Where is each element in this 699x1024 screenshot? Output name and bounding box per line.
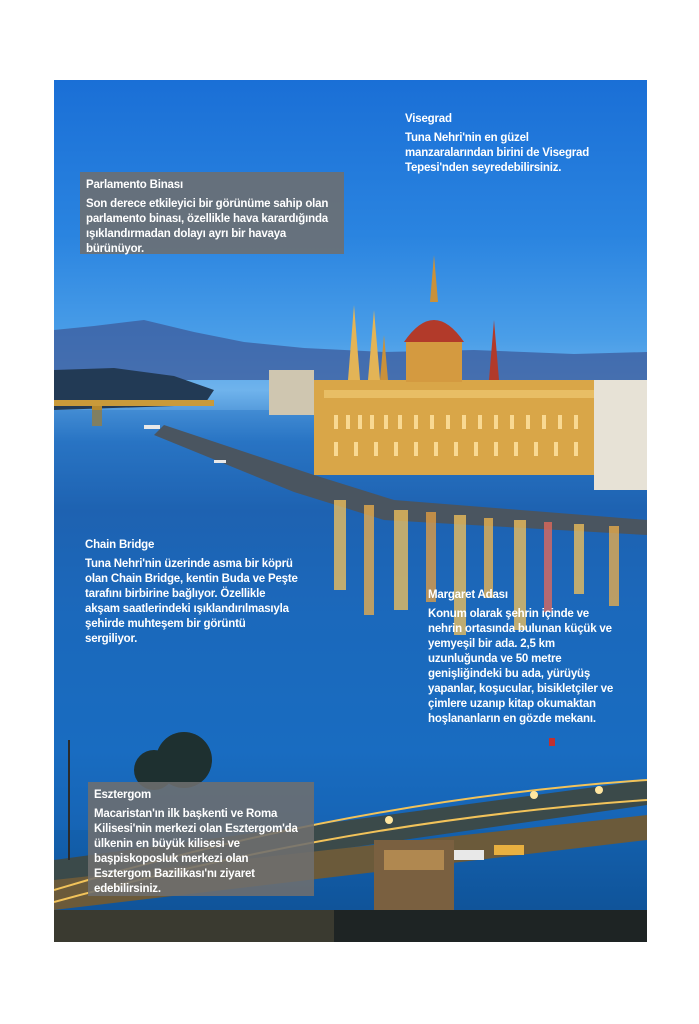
caption-body: Tuna Nehri'nin en güzel manzaralarından birini de Visegrad Tepesi'nden seyredebilirsiniz. xyxy=(405,132,590,174)
caption-margaret xyxy=(428,588,618,727)
caption-body: Son derece etkileyici bir görünüme sahip olan parlamento binası, özellikle hava karardığında ışıklandırmadan dolayı ayrı bir havaya bürünüyor. xyxy=(86,198,329,255)
caption-title: Esztergom xyxy=(94,789,151,801)
caption-title: Visegrad xyxy=(405,113,452,125)
caption-parlamento xyxy=(80,172,344,254)
caption-title: Margaret Adası xyxy=(428,589,508,601)
caption-body: Tuna Nehri'nin üzerinde asma bir köprü olan Chain Bridge, kentin Buda ve Peşte tarafını birbirine bağlıyor. Özellikle akşam saatlerindeki ışıklandırılmasıyla şehirde muhteşem bir görüntü sergiliyor. xyxy=(85,558,298,645)
caption-chain-bridge xyxy=(85,538,300,647)
caption-body: Macaristan'ın ilk başkenti ve Roma Kilisesi'nin merkezi olan Esztergom'da ülkenin en büyük kilisesi ve başpiskoposluk merkezi olan Esztergom Bazilikası'nı ziyaret edebilirsiniz. xyxy=(94,808,298,895)
caption-title: Chain Bridge xyxy=(85,539,155,551)
caption-visegrad xyxy=(405,112,615,176)
caption-title: Parlamento Binası xyxy=(86,179,183,191)
caption-esztergom xyxy=(88,782,314,896)
caption-body: Konum olarak şehrin içinde ve nehrin ortasında bulunan küçük ve yemyeşil bir ada. 2,5 km uzunluğunda ve 50 metre genişliğindeki bu ada, yürüyüş yapanlar, koşucular, bisikletçiler ve çimlere uzanıp kitap okumaktan hoşlananların en gözde mekanı. xyxy=(428,608,614,725)
